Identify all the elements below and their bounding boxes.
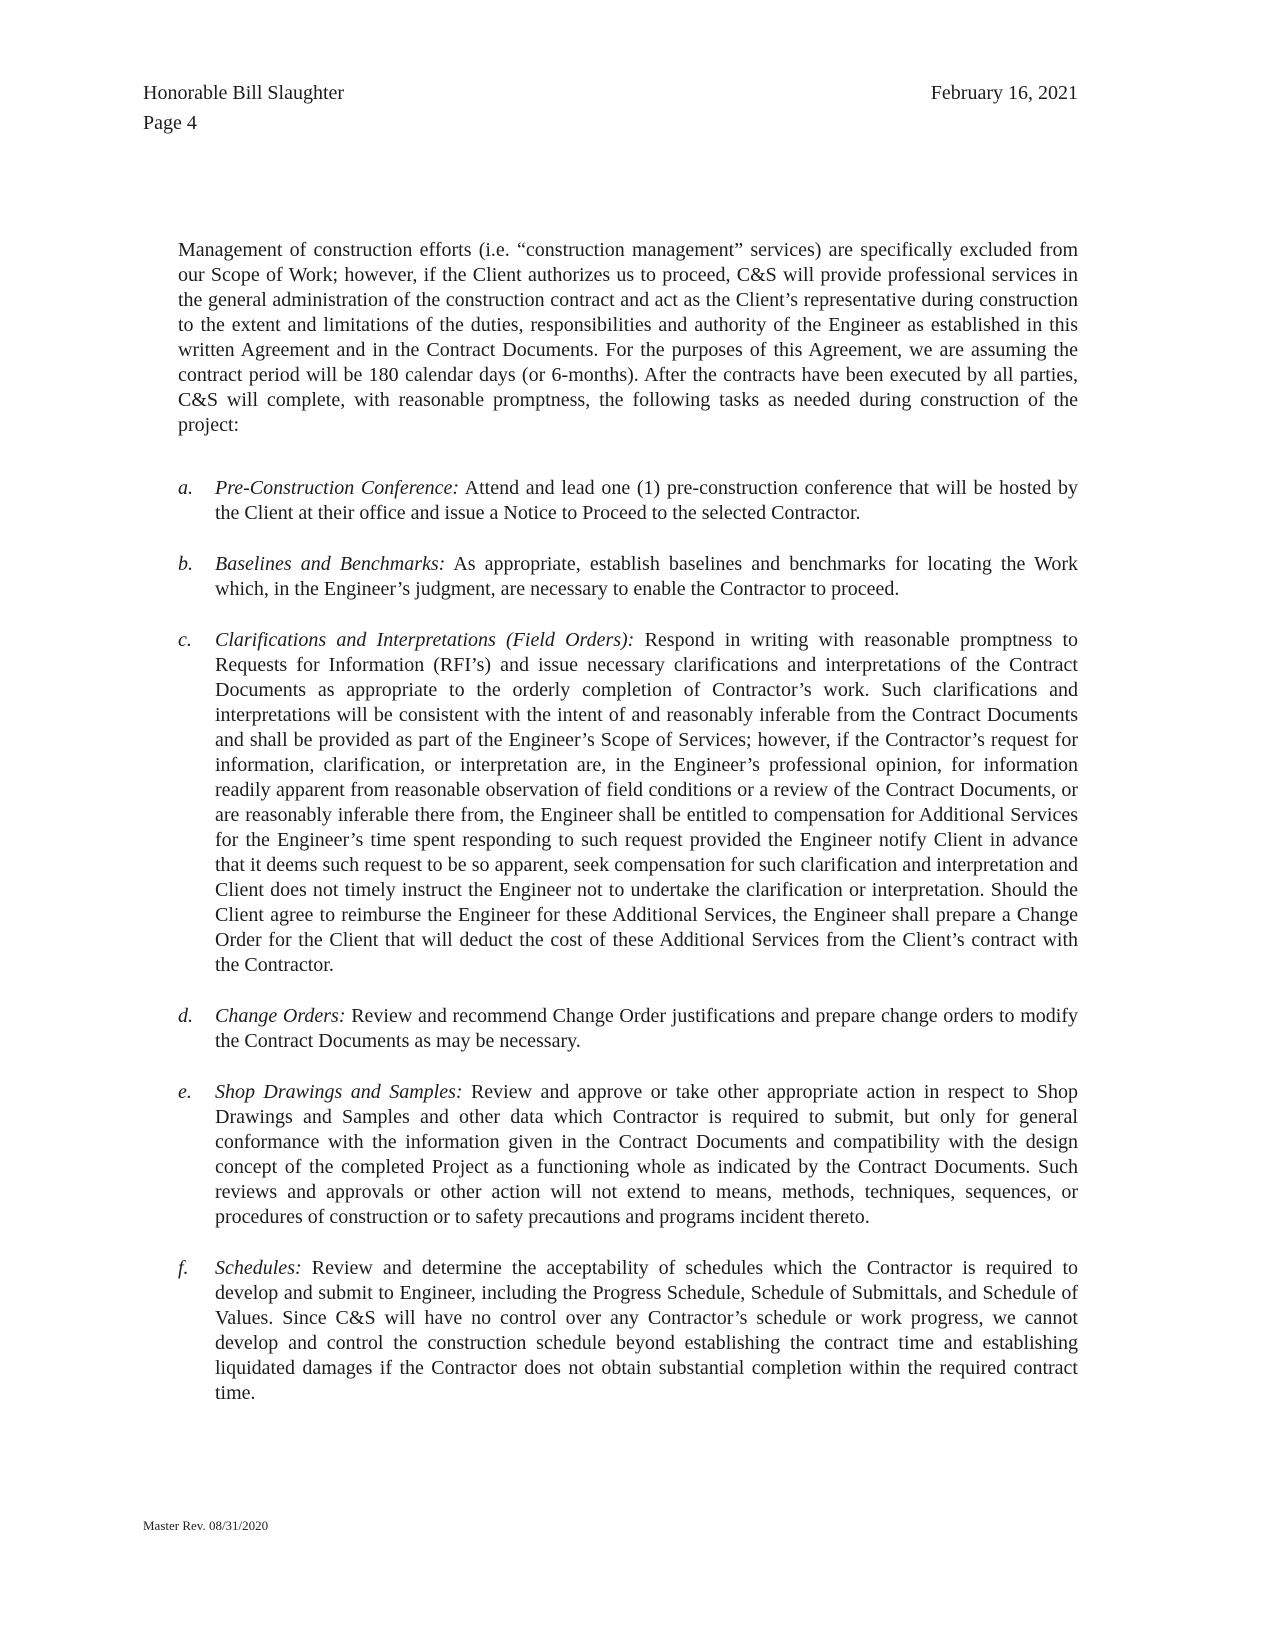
task-title: Shop Drawings and Samples: [215, 1081, 463, 1103]
task-item-c [178, 628, 1078, 978]
task-letter: b. [178, 553, 193, 575]
page-footer [143, 1518, 268, 1534]
task-paragraph [215, 1256, 1078, 1406]
task-letter: e. [178, 1081, 192, 1103]
task-letter: f. [178, 1257, 189, 1279]
task-title: Baselines and Benchmarks: [215, 553, 446, 575]
task-description: Attend and lead one (1) pre-construction conference that will be hosted by the Client at their office and issue a Notice to Proceed to the selected Contractor. [215, 477, 1078, 524]
task-item-e [178, 1080, 1078, 1230]
task-paragraph [215, 476, 1078, 526]
task-title: Clarifications and Interpretations (Field Orders): [215, 629, 635, 651]
task-title: Pre-Construction Conference: [215, 477, 460, 499]
task-description: Respond in writing with reasonable promptness to Requests for Information (RFI’s) and issue necessary clarifications and interpretations of the Contract Documents as appropriate to the orderly completion of Contractor’s work. Such clarifications and interpretations will be consistent with the intent of and reasonably inferable from the Contract Documents and shall be provided as part of the Engineer’s Scope of Services; however, if the Contractor’s request for information, clarification, or interpretation are, in the Engineer’s professional opinion, for information readily apparent from reasonable observation of field conditions or a review of the Contract Documents, or are reasonably inferable there from, the Engineer shall be entitled to compensation for Additional Services for the Engineer’s time spent responding to such request provided the Engineer notify Client in advance that it deems such request to be so apparent, seek compensation for such clarification and interpretation and Client does not timely instruct the Engineer not to undertake the clarification or interpretation. Should the Client agree to reimburse the Engineer for these Additional Services, the Engineer shall prepare a Change Order for the Client that will deduct the cost of these Additional Services from the Client’s contract with the Contractor. [215, 629, 1079, 976]
header-left-block [143, 78, 344, 138]
letter-header [143, 78, 1078, 138]
task-letter: d. [178, 1005, 193, 1027]
letter-body [178, 238, 1078, 1406]
intro-paragraph: Management of construction efforts (i.e. “construction management” services) are specifically excluded from our Scope of Work; however, if the Client authorizes us to proceed, C&S will provide professional services in the general administration of the construction contract and act as the Client’s representative during construction to the extent and limitations of the duties, responsibilities and authority of the Engineer as established in this written Agreement and in the Contract Documents. For the purposes of this Agreement, we are assuming the contract period will be 180 calendar days (or 6-months). After the contracts have been executed by all parties, C&S will complete, with reasonable promptness, the following tasks as needed during construction of the project: [178, 239, 1078, 436]
task-letter: c. [178, 629, 192, 651]
task-description: Review and approve or take other appropriate action in respect to Shop Drawings and Samples and other data which Contractor is required to submit, but only for general conformance with the information given in the Contract Documents and compatibility with the design concept of the completed Project as a functioning whole as indicated by the Contract Documents. Such reviews and approvals or other action will not extend to means, methods, techniques, sequences, or procedures of construction or to safety precautions and programs incident thereto. [215, 1081, 1078, 1228]
task-description: Review and recommend Change Order justifications and prepare change orders to modify the Contract Documents as may be necessary. [215, 1005, 1079, 1052]
task-item-f [178, 1256, 1078, 1406]
task-item-b [178, 552, 1078, 602]
task-paragraph [215, 628, 1078, 978]
task-title: Change Orders: [215, 1005, 346, 1027]
task-description: Review and determine the acceptability of schedules which the Contractor is required to develop and submit to Engineer, including the Progress Schedule, Schedule of Submittals, and Schedule of Values. Since C&S will have no control over any Contractor’s schedule or work progress, we cannot develop and control the construction schedule beyond establishing the contract time and establishing liquidated damages if the Contractor does not obtain substantial completion within the required contract time. [215, 1257, 1079, 1404]
letter-date: February 16, 2021 [930, 82, 1078, 104]
recipient-name: Honorable Bill Slaughter [143, 82, 345, 104]
task-paragraph [215, 1080, 1078, 1230]
task-paragraph [215, 552, 1078, 602]
task-paragraph [215, 1004, 1078, 1054]
task-description: As appropriate, establish baselines and benchmarks for locating the Work which, in the Engineer’s judgment, are necessary to enable the Contractor to proceed. [215, 553, 1079, 600]
revision-note: Master Rev. 08/31/2020 [143, 1518, 269, 1533]
task-letter: a. [178, 477, 193, 499]
task-item-d [178, 1004, 1078, 1054]
task-list [178, 476, 1078, 1406]
page-number: Page 4 [143, 112, 197, 134]
task-item-a [178, 476, 1078, 526]
task-title: Schedules: [215, 1257, 302, 1279]
